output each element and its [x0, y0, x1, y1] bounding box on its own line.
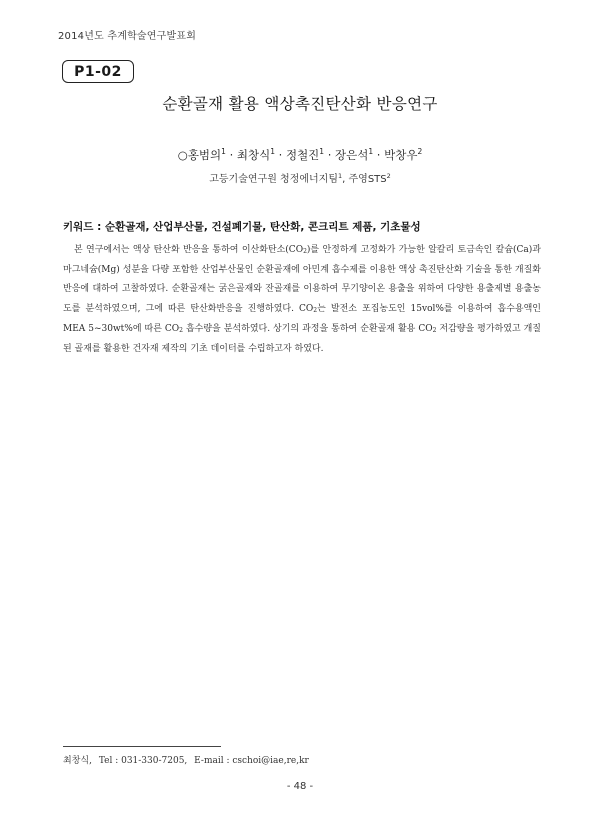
- author-separator: ·: [324, 148, 336, 162]
- footnote-tel: Tel : 031-330-7205,: [98, 756, 188, 766]
- running-header: 2014년도 추계학술연구발표회: [58, 31, 197, 42]
- corresponding-author-footnote: [63, 753, 313, 766]
- author-separator: ·: [373, 148, 385, 162]
- affiliation-separator: ,: [342, 174, 349, 185]
- footnote-author: 최창식,: [63, 756, 92, 766]
- author-affiliation-mark: 1: [221, 147, 226, 156]
- presenter-mark: ○: [177, 148, 188, 162]
- author-name: 최창식: [236, 148, 271, 162]
- abstract-subscript: 2: [303, 248, 307, 255]
- abstract-subscript: 2: [179, 326, 183, 334]
- affiliation-list: [0, 170, 600, 185]
- abstract-text-1: 본 연구에서는 액상 탄산화 반응을 통하여 이산화탄소(CO: [74, 245, 304, 255]
- author-name: 정철진: [285, 148, 320, 162]
- affiliation-mark: 1: [338, 172, 343, 180]
- affiliation-name: 고등기술연구원 청정에너지팀: [209, 174, 338, 185]
- author-affiliation-mark: 1: [368, 147, 374, 156]
- author-affiliation-mark: 1: [319, 147, 325, 156]
- keywords-text: 순환골재, 산업부산물, 건설폐기물, 탄산화, 콘크리트 제품, 기초물성: [104, 221, 421, 233]
- keywords-line: [63, 219, 421, 234]
- author-name: 홍범의: [187, 148, 222, 162]
- author-name: 박창우: [384, 148, 418, 162]
- author-name: 장은석: [335, 148, 369, 162]
- abstract-text-3: 는 발전소 포집농도인 15vol%를 이용하여 흡수용액인 MEA 5~30wt%에 따른 CO: [63, 303, 541, 334]
- paper-title: 순환골재 활용 액상촉진탄산화 반응연구: [162, 95, 438, 113]
- keywords-label: 키워드 :: [63, 221, 105, 233]
- abstract-subscript: 2: [313, 306, 318, 314]
- author-separator: ·: [275, 148, 286, 162]
- abstract-paragraph: [63, 241, 541, 359]
- abstract-text-2: )를 안정하게 고정화가 가능한 알칼리 토금속인 칼슘(Ca)과 마그네슘(Mg) 성분을 다량 포함한 산업부산물인 순환골재에 아민계 흡수제를 이용한 액상 촉진탄산화 기술을 통한 개질화 반응에 대하여 고찰하였다. 순환골재는 굵은골재와 잔골재를 이용하여 무기양이온 용출을 위하여 다양한 용출제별 용출농도를 분석하였으며, 그에 따른 탄산화반응을 진행하였다. CO: [63, 245, 541, 314]
- paper-code-badge: P1-02: [62, 60, 134, 83]
- affiliation-mark: 2: [386, 172, 391, 180]
- page-number: - 48 -: [286, 781, 314, 792]
- footnote-divider: [63, 746, 221, 747]
- author-affiliation-mark: 1: [270, 147, 275, 156]
- author-affiliation-mark: 2: [417, 147, 423, 156]
- footnote-email: E-mail : cschoi@iae,re,kr: [194, 756, 309, 766]
- abstract-subscript: 2: [432, 326, 437, 334]
- author-separator: ·: [225, 148, 237, 162]
- abstract-text-5: 저감량을 평가하였고 개질된 골재를 활용한 건자재 제작의 기초 데이터를 수립하고자 하였다.: [63, 323, 542, 355]
- author-list: [0, 147, 600, 163]
- abstract-text-4: 흡수량을 분석하였다. 상기의 과정을 통하여 순환골재 활용 CO: [183, 323, 433, 334]
- affiliation-name: 주영STS: [348, 174, 387, 185]
